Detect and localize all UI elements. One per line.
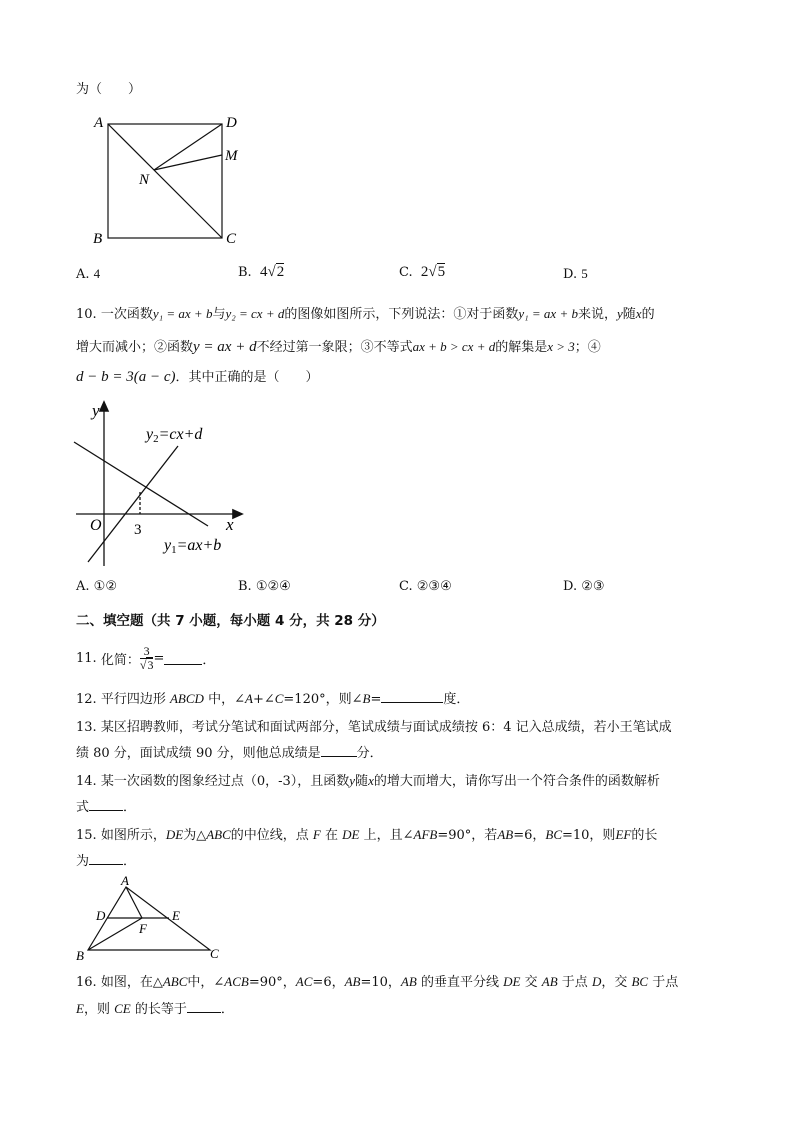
label-N: N: [139, 172, 150, 188]
label-A: A: [121, 873, 129, 888]
q15-line2: 为 ．: [76, 854, 137, 869]
q14-line1: 14. 某一次函数的图象经过点（0，-3），且函数y随x的增大而增大，请你写出一个符合条件的函数解析: [76, 773, 660, 789]
q9-square-figure: [88, 110, 248, 250]
q10-option-a: A. ①②: [76, 579, 117, 594]
q12-answer-blank[interactable]: [381, 690, 443, 703]
q13-answer-blank[interactable]: [321, 744, 357, 757]
q15-line1: 15. 如图所示，DE为△ABC的中位线，点 F 在 DE 上，且∠AFB=90°，若AB=6，BC=10，则EF的长: [76, 827, 658, 843]
q9-option-a: A. 4: [76, 266, 101, 282]
section-title-fill-in: 二、填空题（共 7 小题，每小题 4 分，共 28 分）: [76, 613, 385, 629]
label-B: B: [76, 948, 84, 963]
q12: 12. 平行四边形 ABCD 中，∠A+∠C=120°，则∠B= 度．: [76, 691, 470, 707]
label-A: A: [94, 115, 104, 131]
q14-line2: 式 ．: [76, 800, 137, 815]
label-E: E: [172, 908, 180, 923]
q9-stem-tail: 为（ ）: [76, 82, 142, 97]
label-B: B: [93, 231, 103, 247]
q10-option-d: D. ②③: [563, 579, 605, 594]
q16-answer-blank[interactable]: [187, 1000, 221, 1013]
label-F: F: [139, 921, 147, 936]
label-C: C: [226, 231, 237, 247]
diagonal-ac: [108, 124, 222, 238]
q16-line1: 16. 如图，在△ABC中，∠ACB=90°，AC=6，AB=10，AB 的垂直平分线 DE 交 AB 于点 D，交 BC 于点: [76, 974, 679, 990]
line2-equation: y2=cx+d: [146, 426, 203, 445]
q9-option-c: C. 2√5: [399, 264, 446, 280]
q15-triangle-figure: [72, 872, 232, 964]
q11-answer-blank[interactable]: [164, 652, 202, 665]
line1-equation: y1=ax+b: [164, 537, 222, 556]
q11-fraction: $\frac{3}{√3}$: [139, 643, 154, 672]
q10-option-b: B. ①②④: [238, 579, 291, 594]
q13-line1: 13. 某区招聘教师，考试分笔试和面试两部分，笔试成绩与面试成绩按 6：4 记入总成绩，若小王笔试成: [76, 720, 672, 735]
q10-option-c: C. ②③④: [399, 579, 452, 594]
x-axis-label: x: [226, 515, 234, 534]
q10-line1: 10. 一次函数y₁ = ax + b与y₂ = cx + d的图像如图所示，下列说法：①对于函数y₁ = ax + b来说，y随x的: [76, 306, 655, 322]
label-C: C: [210, 946, 219, 961]
q9-option-d: D. 5: [563, 266, 588, 282]
label-D: D: [96, 908, 106, 923]
q10-graph: [70, 398, 250, 570]
q13-line2: 绩 80 分，面试成绩 90 分，则他总成绩是 分．: [76, 746, 383, 761]
q9-option-b: B. 4√2: [238, 264, 285, 280]
q11: 11. 化简： $\frac{3}{√3}$ = ．: [76, 643, 216, 672]
label-M: M: [225, 148, 238, 164]
x-mark-3: 3: [134, 522, 142, 538]
y-axis-label: y: [92, 401, 100, 420]
label-D: D: [226, 115, 237, 131]
segment-af: [126, 887, 142, 918]
q16-line2: E，则 CE 的长等于 ．: [76, 1001, 234, 1017]
q15-answer-blank[interactable]: [89, 852, 123, 865]
q10-line2: 增大而减小；②函数y = ax + d不经过第一象限；③不等式ax + b > cx + d的解集是x > 3；④: [76, 339, 601, 355]
q14-answer-blank[interactable]: [89, 798, 123, 811]
q10-line3: d − b = 3(a − c)．其中正确的是（ ）: [76, 369, 319, 385]
origin-label: O: [90, 517, 102, 534]
